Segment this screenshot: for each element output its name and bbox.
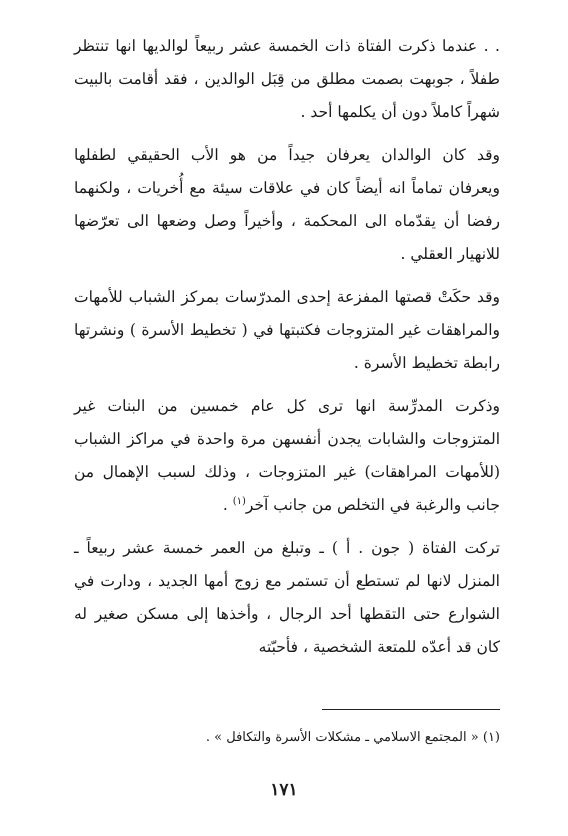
body-text [74, 30, 500, 674]
paragraph-1: . . عندما ذكرت الفتاة ذات الخمسة عشر ربيعاً لوالديها انها تنتظر طفلاً ، جوبهت بصمت مطلق من قِبَل الوالدين ، فقد أقامت بالبيت شهراً كاملاً دون أن يكلمها أحد . [74, 37, 500, 121]
footnote: (١) « المجتمع الاسلامي ـ مشكلات الأسرة والتكافل » . [205, 730, 500, 745]
footnote-divider [322, 709, 500, 710]
paragraph-4-text: وذكرت المدرِّسة انها ترى كل عام خمسين من البنات غير المتزوجات والشابات يجدن أنفسهن مرة واحدة في مراكز الشباب (للأمهات المراهقات) غير المتزوجات ، وذلك لسبب الإهمال من جانب والرغبة في التخلص من جانب آخر [74, 397, 500, 514]
page-number: ١٧١ [270, 780, 298, 800]
paragraph-4-end: . [222, 496, 233, 514]
paragraph-5: تركت الفتاة ( جون . أ ) ـ وتبلغ من العمر خمسة عشر ربيعاً ـ المنزل لانها لم تستطع أن تستمر مع زوج أمها الجديد ، ودارت في الشوارع حتى التقطها أحد الرجال ، وأخذها إلى مسكن صغير له كان قد أعدّه للمتعة الشخصية ، فأحبّته [74, 539, 500, 656]
paragraph-2: وقد كان الوالدان يعرفان جيداً من هو الأب الحقيقي لطفلها ويعرفان تماماً انه أيضاً كان في علاقات سيئة مع أُخريات ، ولكنهما رفضا أن يقدّماه الى المحكمة ، وأخيراً وصل وضعها الى تعرّضها للانهيار العقلي . [74, 146, 500, 263]
paragraph-4 [74, 390, 500, 522]
paragraph-3: وقد حكَتْ قصتها المفزعة إحدى المدرّسات بمركز الشباب للأمهات والمراهقات غير المتزوجات فكتبتها في ( تخطيط الأسرة ) ونشرتها رابطة تخطيط الأسرة . [74, 288, 500, 372]
footnote-reference: (١) [232, 495, 246, 507]
